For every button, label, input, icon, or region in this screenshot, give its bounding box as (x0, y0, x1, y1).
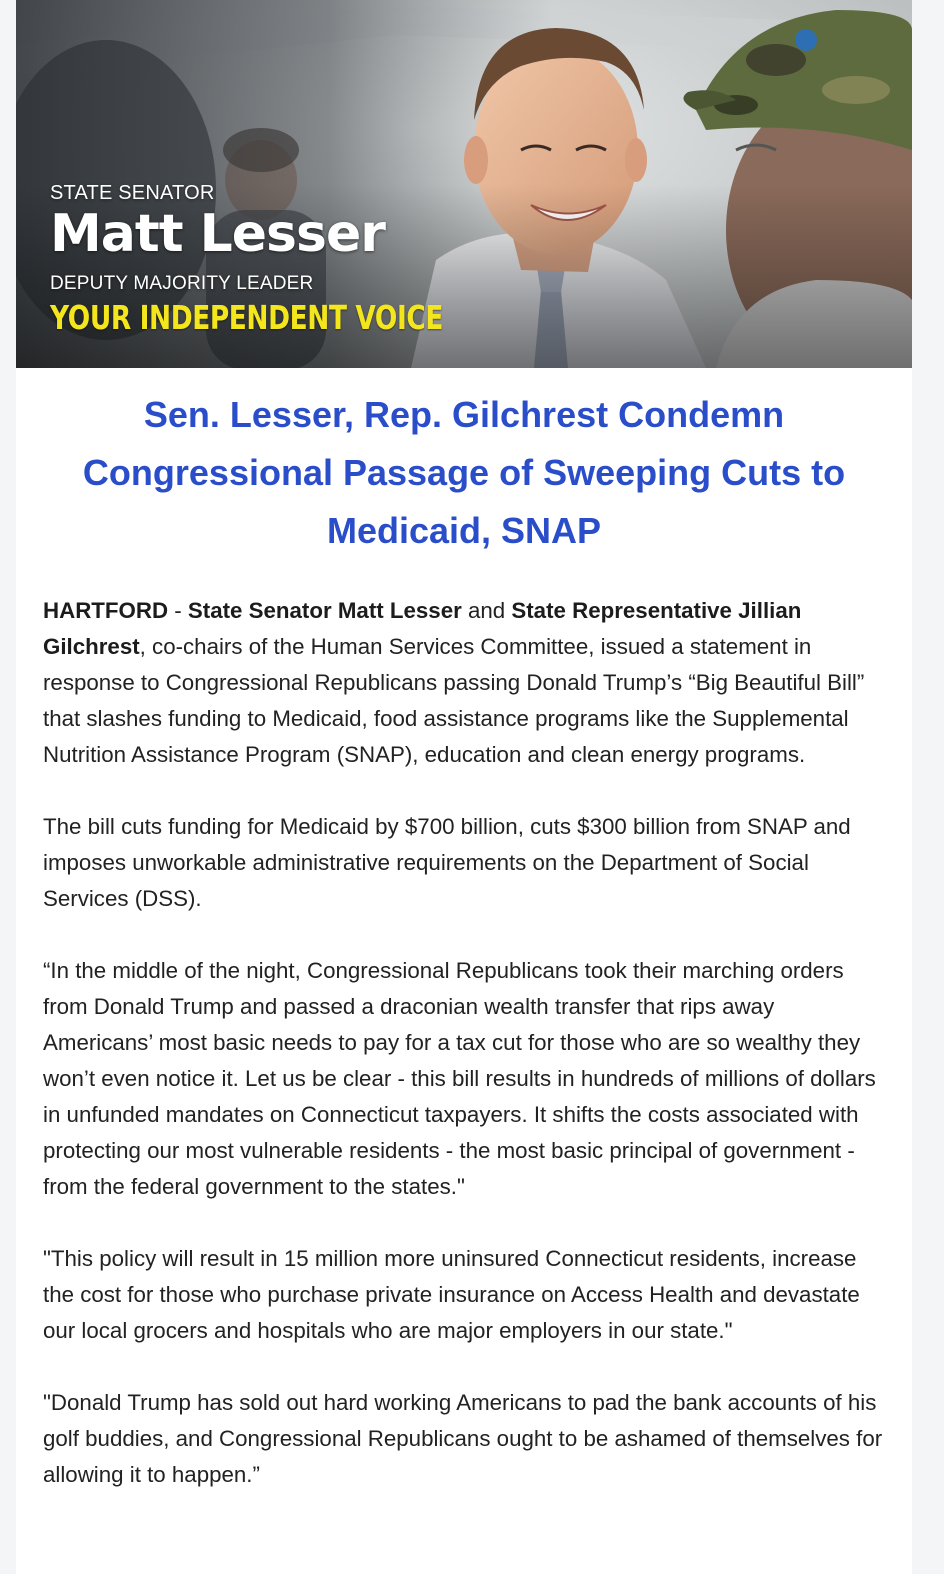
paragraph-quote-1: “In the middle of the night, Congressional Republicans took their marching orders from Donald Trump and passed a draconian wealth transfer that rips away Americans’ most basic needs to pay for a tax cut for those who are so wealthy they won’t even notice it. Let us be clear - this bill results in hundreds of millions of dollars in unfunded mandates on Connecticut taxpayers. It shifts the costs associated with protecting our most vulnerable residents - the most basic principal of government - from the federal government to the states." (43, 958, 876, 1199)
banner-name: Matt Lesser (50, 204, 385, 264)
person-senator: State Senator Matt Lesser (187, 598, 462, 623)
press-release-body (16, 593, 912, 1493)
paragraph-quote-3: "Donald Trump has sold out hard working Americans to pad the bank accounts of his golf buddies, and Congressional Republicans ought to be ashamed of themselves for allowing it to happen.” (43, 1390, 883, 1487)
paragraph-quote-2: "This policy will result in 15 million more uninsured Connecticut residents, increase the cost for those who purchase private insurance on Access Health and devastate our local grocers and hospitals who are major employers in our state." (43, 1246, 860, 1343)
dateline-separator: - (168, 598, 188, 623)
banner-title-small: STATE SENATOR (50, 182, 215, 204)
banner-role: DEPUTY MAJORITY LEADER (50, 273, 314, 294)
press-release-headline: Sen. Lesser, Rep. Gilchrest Condemn Congressional Passage of Sweeping Cuts to Medicaid, SNAP (82, 394, 846, 551)
email-container (16, 0, 912, 1574)
intro-text: , co-chairs of the Human Services Committee, issued a statement in response to Congressional Republicans passing Donald Trump’s “Big Beautiful Bill” that slashes funding to Medicaid, food assistance programs like the Supplemental Nutrition Assistance Program (SNAP), education and clean energy programs. (43, 634, 865, 767)
header-banner (16, 0, 912, 368)
banner-slogan: YOUR INDEPENDENT VOICE (50, 298, 444, 337)
paragraph-bill-cuts: The bill cuts funding for Medicaid by $700 billion, cuts $300 billion from SNAP and imposes unworkable administrative requirements on the Department of Social Services (DSS). (43, 814, 851, 911)
person-representative: State Representative Jillian Gilchrest (43, 598, 802, 659)
conjunction: and (461, 598, 512, 623)
paragraph-intro (43, 593, 885, 773)
banner-text (50, 180, 541, 338)
dateline: HARTFORD (43, 598, 169, 623)
